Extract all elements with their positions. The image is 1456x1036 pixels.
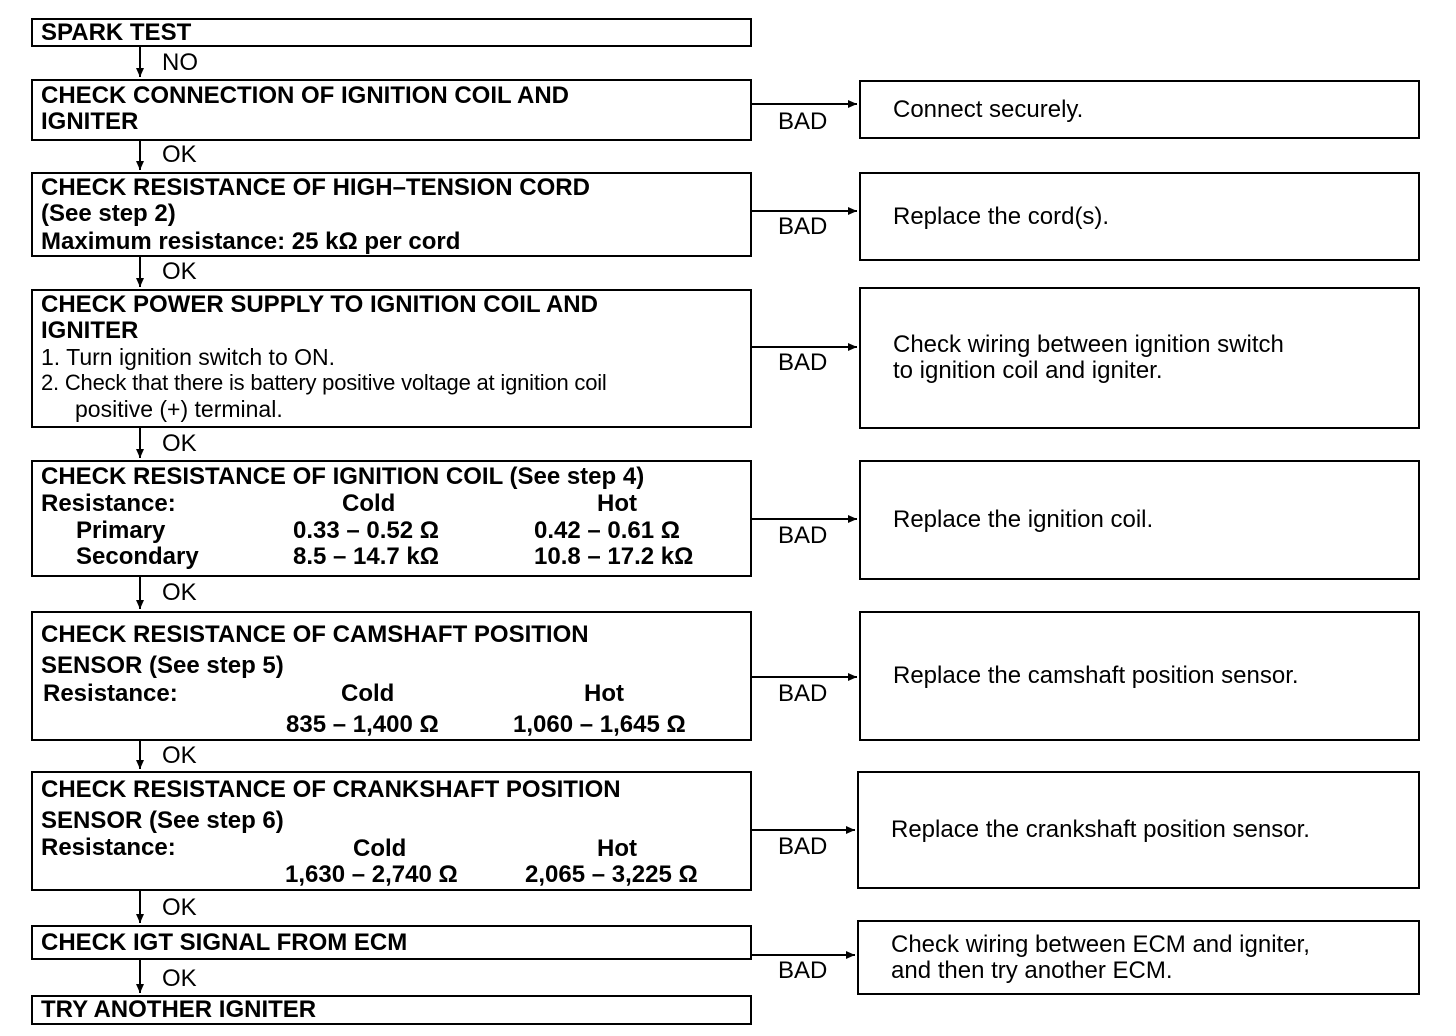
- step-2-line-1: CHECK RESISTANCE OF HIGH–TENSION CORD: [41, 174, 590, 201]
- step-6-line-1: CHECK RESISTANCE OF CRANKSHAFT POSITION: [41, 776, 621, 803]
- bad-label-6: BAD: [778, 833, 828, 860]
- remedy-1-box: [859, 80, 1420, 139]
- remedy-6-box: [857, 771, 1420, 889]
- step-5-line-2: SENSOR (See step 5): [41, 652, 284, 679]
- coil-primary-cold: 0.33 – 0.52 Ω: [293, 517, 440, 544]
- step-1-line-1: CHECK CONNECTION OF IGNITION COIL AND: [41, 82, 569, 109]
- remedy-4-box: [859, 460, 1420, 580]
- remedy-2-box: [859, 172, 1420, 261]
- step-3-note-3: positive (+) terminal.: [75, 396, 283, 422]
- step-4-line-1: CHECK RESISTANCE OF IGNITION COIL (See step 4): [41, 463, 645, 490]
- step-3-note-1: 1. Turn ignition switch to ON.: [41, 344, 336, 370]
- step-2-line-2: (See step 2): [41, 200, 176, 227]
- coil-secondary-hot: 10.8 – 17.2 kΩ: [534, 543, 694, 570]
- coil-hot-header: Hot: [597, 490, 637, 517]
- remedy-5-text: Replace the camshaft position sensor.: [893, 662, 1299, 689]
- bad-label-7: BAD: [778, 957, 828, 984]
- coil-primary-label: Primary: [76, 517, 166, 544]
- cam-resistance-label: Resistance:: [43, 680, 178, 707]
- bad-label-5: BAD: [778, 680, 828, 707]
- no-label: NO: [162, 49, 198, 76]
- remedy-7-text: Check wiring between ECM and igniter, and then try another ECM.: [891, 930, 1310, 984]
- step-3-note-2: 2. Check that there is battery positive voltage at ignition coil: [41, 370, 607, 395]
- step-7-line-1: CHECK IGT SIGNAL FROM ECM: [41, 929, 408, 956]
- spark-test-title: SPARK TEST: [41, 19, 192, 46]
- step-2-box: [31, 172, 752, 257]
- remedy-6-text: Replace the crankshaft position sensor.: [891, 816, 1310, 843]
- crank-resistance-label: Resistance:: [41, 834, 176, 861]
- remedy-7-box: [857, 920, 1420, 995]
- step-2-line-3: Maximum resistance: 25 kΩ per cord: [41, 228, 461, 255]
- bad-label-3: BAD: [778, 349, 828, 376]
- cam-cold-header: Cold: [341, 680, 395, 707]
- coil-cold-header: Cold: [342, 490, 396, 517]
- crank-hot-value: 2,065 – 3,225 Ω: [525, 861, 698, 888]
- ok-label-4: OK: [162, 579, 197, 606]
- remedy-5-box: [859, 611, 1420, 741]
- step-5-line-1: CHECK RESISTANCE OF CAMSHAFT POSITION: [41, 621, 589, 648]
- step-1-line-2: IGNITER: [41, 108, 139, 135]
- step-3-box: [31, 289, 752, 428]
- bad-label-2: BAD: [778, 213, 828, 240]
- bad-label-4: BAD: [778, 522, 828, 549]
- final-box: [31, 995, 752, 1025]
- ok-label-3: OK: [162, 430, 197, 457]
- coil-secondary-cold: 8.5 – 14.7 kΩ: [293, 543, 440, 570]
- crank-cold-header: Cold: [353, 835, 407, 862]
- ok-label-2: OK: [162, 258, 197, 285]
- remedy-4-text: Replace the ignition coil.: [893, 506, 1154, 533]
- remedy-1-text: Connect securely.: [893, 95, 1084, 123]
- coil-secondary-label: Secondary: [76, 543, 199, 570]
- final-text: TRY ANOTHER IGNITER: [41, 996, 317, 1023]
- step-7-box: [31, 925, 752, 960]
- cam-hot-value: 1,060 – 1,645 Ω: [513, 711, 686, 738]
- remedy-3-box: [859, 287, 1420, 429]
- crank-hot-header: Hot: [597, 835, 637, 862]
- cam-hot-header: Hot: [584, 680, 624, 707]
- coil-primary-hot: 0.42 – 0.61 Ω: [534, 517, 681, 544]
- step-6-line-2: SENSOR (See step 6): [41, 807, 284, 834]
- bad-label-1: BAD: [778, 108, 828, 135]
- ok-label-1: OK: [162, 141, 197, 168]
- remedy-3-text: Check wiring between ignition switch to ignition coil and igniter.: [893, 331, 1284, 384]
- ok-label-6: OK: [162, 894, 197, 921]
- remedy-2-text: Replace the cord(s).: [893, 202, 1110, 230]
- spark-test-box: [31, 18, 752, 47]
- cam-cold-value: 835 – 1,400 Ω: [286, 711, 439, 738]
- step-3-line-1: CHECK POWER SUPPLY TO IGNITION COIL AND: [41, 291, 598, 318]
- step-3-line-2: IGNITER: [41, 317, 139, 344]
- coil-resistance-label: Resistance:: [41, 490, 176, 517]
- crank-cold-value: 1,630 – 2,740 Ω: [285, 861, 458, 888]
- ok-label-7: OK: [162, 965, 197, 992]
- ok-label-5: OK: [162, 742, 197, 769]
- step-1-box: [31, 79, 752, 141]
